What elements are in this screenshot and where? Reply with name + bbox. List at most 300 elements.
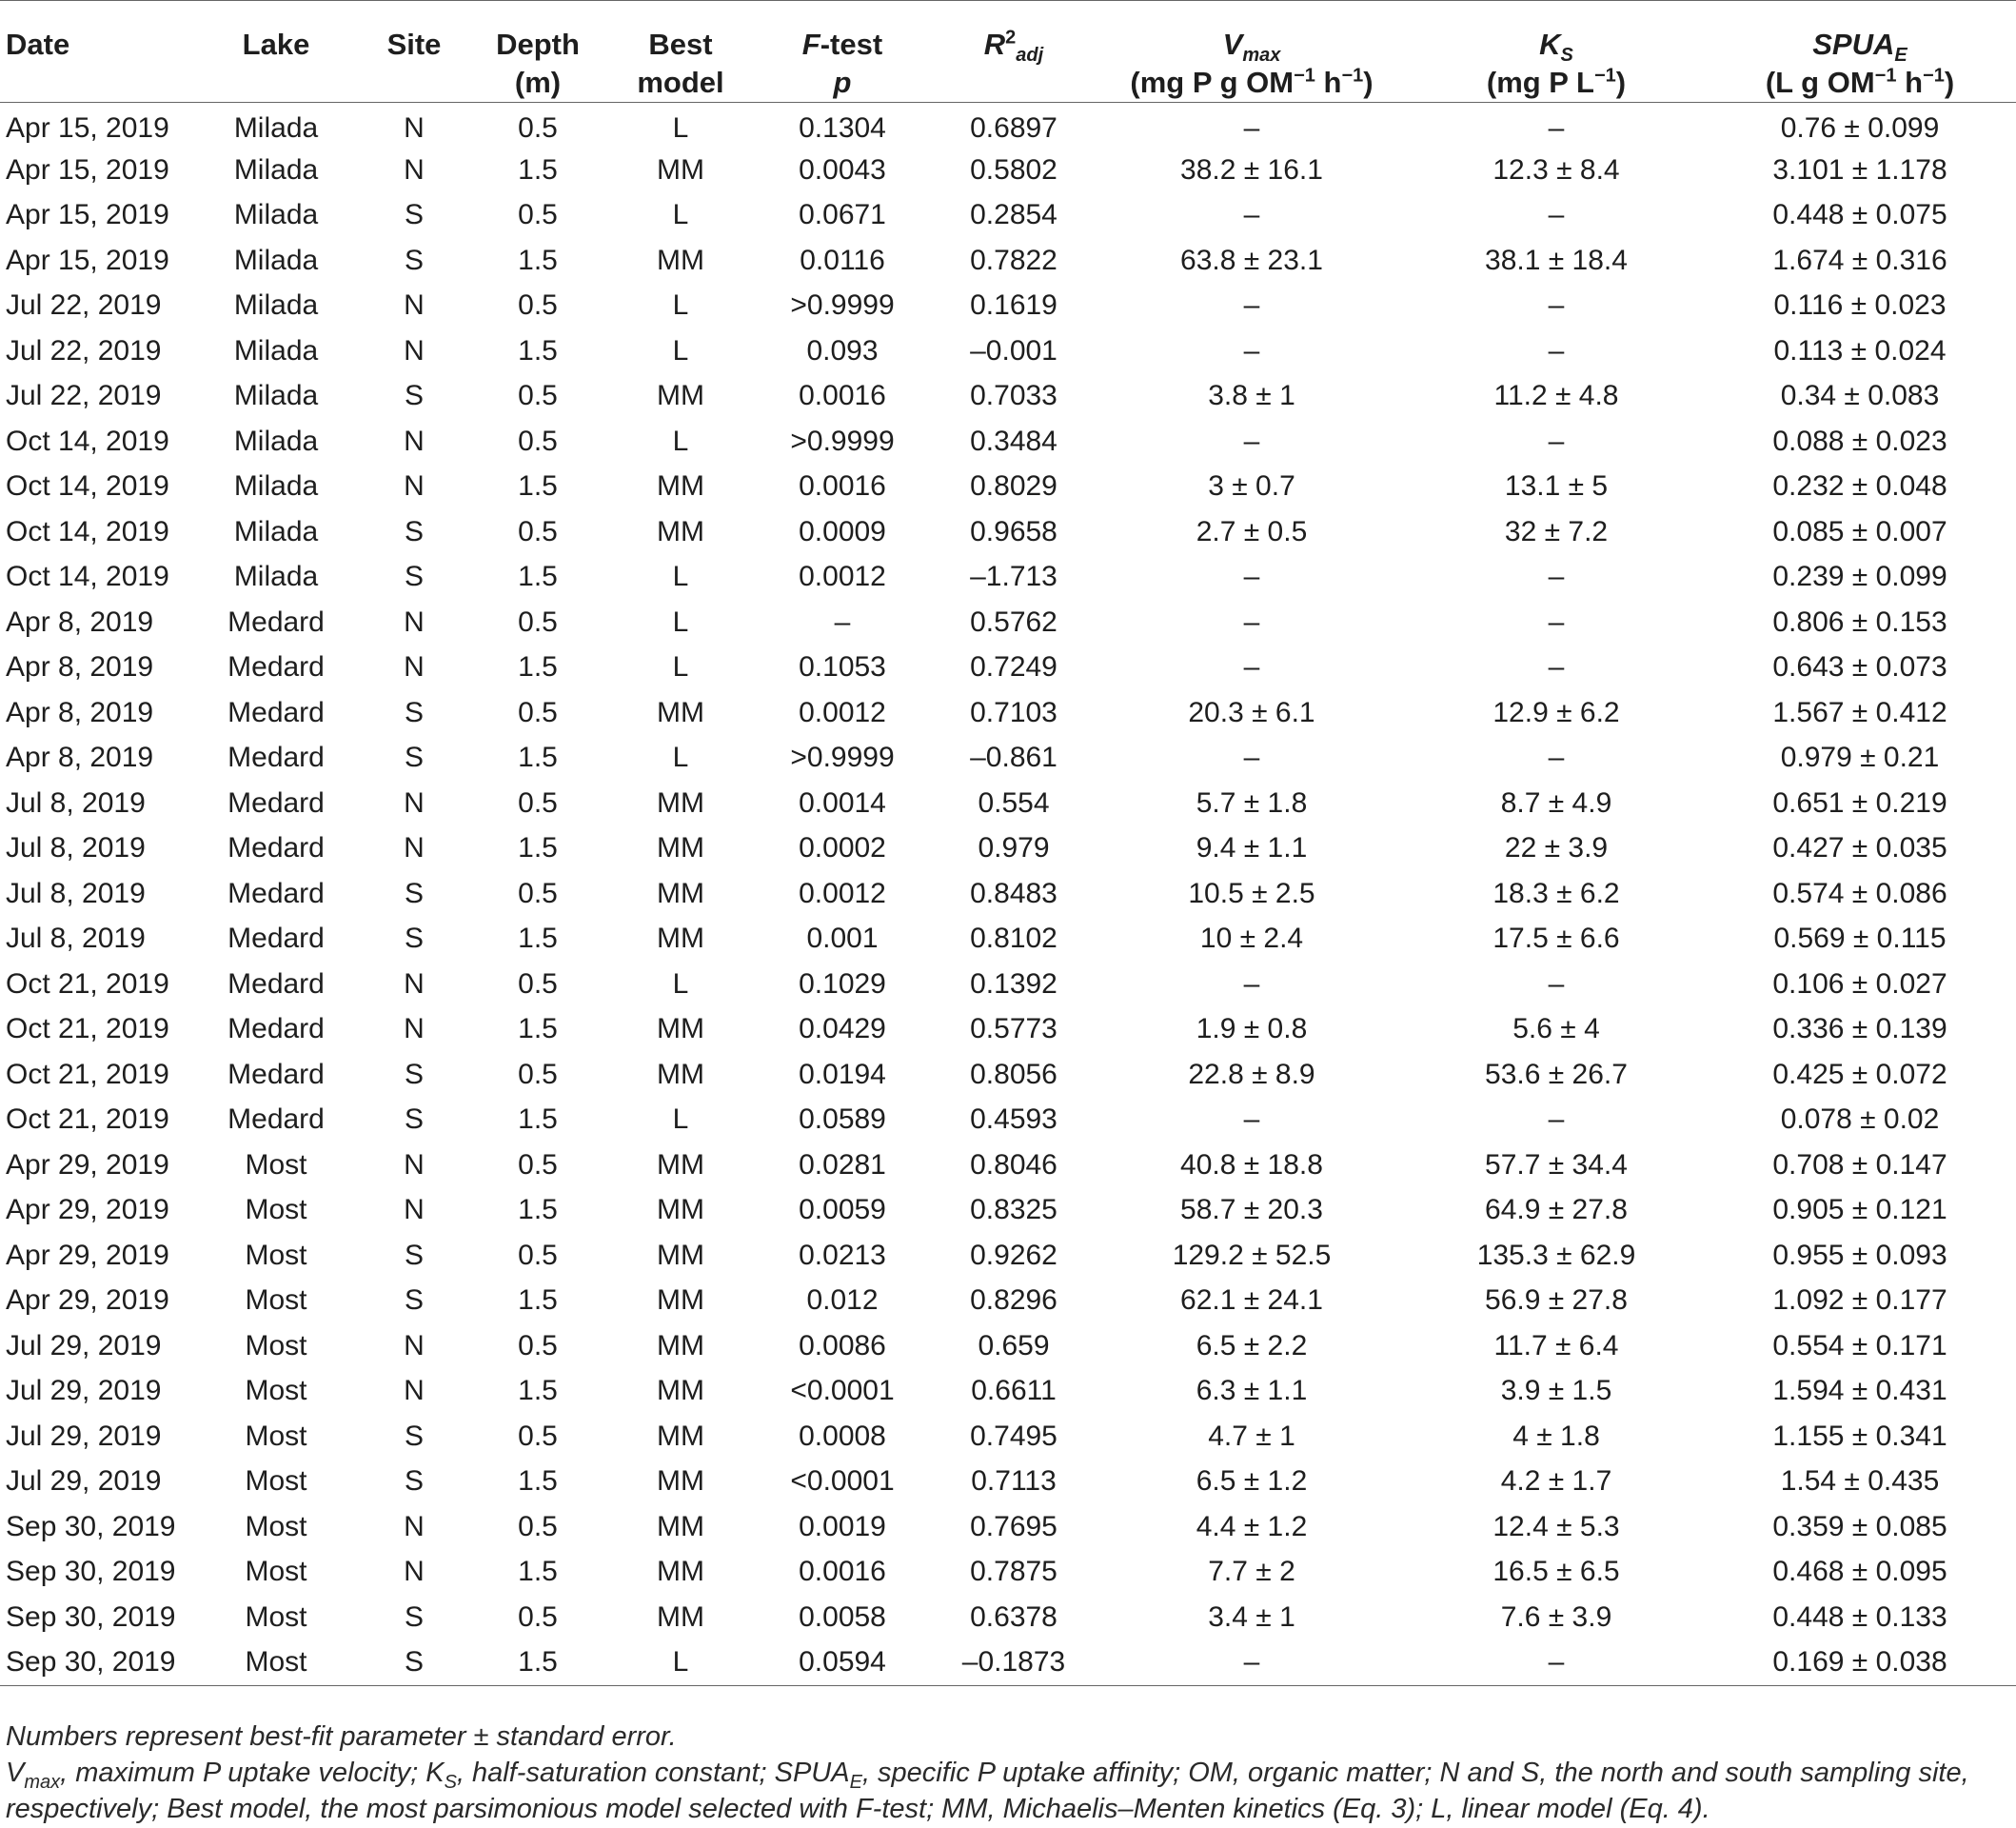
cell-vmax: 5.7 ± 1.8 [1196,786,1308,819]
cell-depth: 0.5 [518,1239,558,1271]
cell-lake: Most [245,1194,307,1226]
cell-site: S [404,696,424,728]
cell-date: Jul 8, 2019 [6,923,146,955]
cell-date: Oct 21, 2019 [6,1013,169,1045]
cell-f-test-p: 0.0016 [799,380,886,412]
cell-f-test-p: 0.0086 [799,1329,886,1361]
cell-r2adj: 0.7875 [970,1556,1057,1588]
cell-spua: 0.554 ± 0.171 [1772,1329,1947,1361]
cell-site: S [404,1420,424,1452]
cell-date: Apr 8, 2019 [6,742,154,774]
table-row [0,1279,2016,1324]
cell-r2adj: 0.6378 [970,1600,1057,1633]
table-row [0,238,2016,284]
table-row [0,465,2016,510]
table-row [0,1640,2016,1686]
cell-ks: 32 ± 7.2 [1504,515,1609,547]
cell-f-test-p: >0.9999 [790,742,895,774]
cell-date: Apr 15, 2019 [6,244,169,276]
cell-site: S [404,1239,424,1271]
cell-f-test-p: 0.0014 [799,786,886,819]
cell-ks: 18.3 ± 6.2 [1492,877,1620,909]
cell-vmax: 129.2 ± 52.5 [1172,1239,1332,1271]
cell-site: S [404,380,424,412]
cell-lake: Most [245,1420,307,1452]
cell-lake: Medard [227,606,325,638]
cell-lake: Medard [227,1013,325,1045]
cell-f-test-p: 0.0429 [799,1013,886,1045]
cell-site: N [404,111,425,144]
cell-ks: 7.6 ± 3.9 [1500,1600,1612,1633]
cell-vmax: – [1243,1103,1260,1136]
cell-depth: 0.5 [518,1329,558,1361]
cell-spua: 1.674 ± 0.316 [1772,244,1947,276]
cell-f-test-p: 0.0008 [799,1420,886,1452]
cell-spua: 0.448 ± 0.075 [1772,199,1947,231]
cell-f-test-p: – [834,606,851,638]
cell-depth: 0.5 [518,1058,558,1090]
cell-vmax: – [1243,742,1260,774]
cell-depth: 0.5 [518,1510,558,1542]
cell-depth: 0.5 [518,1148,558,1181]
cell-depth: 1.5 [518,1284,558,1317]
cell-site: S [404,1646,424,1678]
cell-vmax: 20.3 ± 6.1 [1188,696,1315,728]
cell-site: S [404,1284,424,1317]
table-row [0,781,2016,826]
cell-f-test-p: 0.0012 [799,877,886,909]
cell-ks: 53.6 ± 26.7 [1485,1058,1628,1090]
cell-ks: 16.5 ± 6.5 [1492,1556,1620,1588]
cell-spua: 1.092 ± 0.177 [1772,1284,1947,1317]
cell-depth: 0.5 [518,877,558,909]
header-r2adj: $R^2_{adj}$ [983,27,1044,67]
table-row [0,328,2016,374]
table-row [0,193,2016,239]
cell-lake: Most [245,1600,307,1633]
cell-r2adj: 0.9658 [970,515,1057,547]
cell-site: N [404,153,425,186]
cell-site: N [404,1148,425,1181]
cell-site: N [404,786,425,819]
cell-depth: 1.5 [518,1465,558,1498]
cell-r2adj: 0.2854 [970,199,1057,231]
cell-depth: 0.5 [518,199,558,231]
cell-r2adj: 0.6611 [971,1375,1057,1407]
table-row [0,1052,2016,1098]
table-row [0,690,2016,736]
cell-r2adj: 0.5773 [970,1013,1057,1045]
cell-ks: 11.2 ± 4.8 [1493,380,1619,412]
cell-depth: 1.5 [518,153,558,186]
footnote-abbreviations: $V_{max}$, maximum P uptake velocity; $K_S$, half-saturation constant; $SPUA_E$, specific P uptake affinity; OM, organic matter; N and S, the north and south sampling site, respectively; Best model, the most parsimonious model selected with F-test; MM, Michaelis–Menten kinetics (Eq. 3); L, linear model (Eq. 4). [6,1758,1969,1824]
cell-date: Jul 8, 2019 [6,786,146,819]
cell-spua: 0.359 ± 0.085 [1772,1510,1947,1542]
cell-depth: 1.5 [518,1103,558,1136]
cell-vmax: – [1243,967,1260,1000]
cell-lake: Milada [233,199,319,231]
cell-best-model: MM [657,1420,704,1452]
cell-r2adj: 0.4593 [970,1103,1057,1136]
cell-f-test-p: 0.0019 [799,1510,886,1542]
table-row [0,1414,2016,1460]
table-row [0,646,2016,691]
cell-f-test-p: <0.0001 [790,1465,895,1498]
cell-vmax: 7.7 ± 2 [1208,1556,1295,1588]
cell-spua: 0.085 ± 0.007 [1772,515,1947,547]
cell-vmax: – [1243,1646,1260,1678]
cell-depth: 1.5 [518,1194,558,1226]
cell-date: Oct 14, 2019 [6,425,169,457]
cell-spua: 0.905 ± 0.121 [1772,1194,1947,1226]
cell-best-model: MM [657,1239,704,1271]
cell-site: N [404,1375,425,1407]
cell-f-test-p: 0.001 [806,923,879,955]
cell-date: Apr 29, 2019 [6,1239,169,1271]
cell-lake: Most [245,1284,307,1317]
cell-ks: 13.1 ± 5 [1504,470,1609,503]
cell-f-test-p: 0.012 [806,1284,879,1317]
cell-vmax: 3.8 ± 1 [1208,380,1295,412]
cell-date: Oct 14, 2019 [6,470,169,503]
cell-depth: 1.5 [518,561,558,593]
cell-spua: 0.088 ± 0.023 [1772,425,1947,457]
cell-depth: 1.5 [518,651,558,684]
cell-spua: 0.34 ± 0.083 [1780,380,1940,412]
cell-site: S [404,1465,424,1498]
cell-r2adj: 0.1392 [970,967,1057,1000]
cell-ks: – [1548,199,1565,231]
cell-vmax: 62.1 ± 24.1 [1180,1284,1323,1317]
cell-vmax: 6.3 ± 1.1 [1196,1375,1308,1407]
cell-lake: Medard [227,742,325,774]
cell-best-model: L [672,1103,689,1136]
cell-ks: 57.7 ± 34.4 [1485,1148,1628,1181]
cell-ks: – [1548,334,1565,367]
cell-lake: Milada [233,244,319,276]
cell-date: Apr 15, 2019 [6,111,169,144]
table-footnotes [6,1719,2005,1827]
cell-f-test-p: 0.1304 [799,111,886,144]
cell-site: N [404,651,425,684]
cell-site: S [404,1058,424,1090]
cell-site: S [404,923,424,955]
cell-best-model: MM [657,786,704,819]
table-row [0,374,2016,420]
cell-spua: 0.169 ± 0.038 [1772,1646,1947,1678]
header-lake: Lake [242,28,310,61]
cell-spua: 0.574 ± 0.086 [1772,877,1947,909]
cell-depth: 1.5 [518,470,558,503]
cell-spua: 0.76 ± 0.099 [1780,111,1940,144]
cell-date: Oct 21, 2019 [6,967,169,1000]
table-row [0,826,2016,872]
cell-r2adj: 0.7695 [970,1510,1057,1542]
cell-spua: 0.468 ± 0.095 [1772,1556,1947,1588]
cell-f-test-p: <0.0001 [790,1375,895,1407]
cell-f-test-p: 0.0589 [799,1103,886,1136]
cell-ks: – [1548,967,1565,1000]
cell-depth: 0.5 [518,786,558,819]
cell-ks: 64.9 ± 27.8 [1485,1194,1628,1226]
header-site: Site [386,28,442,61]
cell-r2adj: –0.861 [970,742,1057,774]
cell-f-test-p: 0.0058 [799,1600,886,1633]
cell-r2adj: 0.5802 [970,153,1057,186]
cell-site: S [404,199,424,231]
cell-ks: – [1548,742,1565,774]
table-row [0,736,2016,782]
cell-spua: 0.232 ± 0.048 [1772,470,1947,503]
cell-spua: 1.54 ± 0.435 [1780,1465,1940,1498]
cell-ks: 17.5 ± 6.6 [1492,923,1620,955]
cell-ks: 38.1 ± 18.4 [1485,244,1628,276]
cell-lake: Most [245,1646,307,1678]
cell-lake: Most [245,1239,307,1271]
header-vmax: $V_{max}$ (mg P g $OM^{-1}$ $h^{-1}$) [1130,28,1374,99]
cell-f-test-p: 0.1053 [799,651,886,684]
cell-f-test-p: 0.1029 [799,967,886,1000]
cell-depth: 0.5 [518,289,558,322]
cell-date: Jul 29, 2019 [6,1329,162,1361]
cell-r2adj: 0.3484 [970,425,1057,457]
table-row [0,1188,2016,1234]
cell-f-test-p: 0.0213 [799,1239,886,1271]
table-row [0,1369,2016,1415]
cell-lake: Milada [233,289,319,322]
table-row [0,148,2016,193]
table-row [0,962,2016,1007]
cell-vmax: – [1243,199,1260,231]
cell-date: Jul 29, 2019 [6,1375,162,1407]
cell-r2adj: 0.8102 [970,923,1057,955]
cell-spua: 0.708 ± 0.147 [1772,1148,1947,1181]
cell-vmax: – [1243,425,1260,457]
cell-ks: 11.7 ± 6.4 [1493,1329,1619,1361]
cell-depth: 0.5 [518,1600,558,1633]
cell-date: Sep 30, 2019 [6,1556,176,1588]
cell-ks: – [1548,111,1565,144]
cell-ks: 5.6 ± 4 [1512,1013,1600,1045]
cell-f-test-p: >0.9999 [790,425,895,457]
cell-date: Jul 22, 2019 [6,380,162,412]
cell-r2adj: 0.8325 [970,1194,1057,1226]
header-ks: $K_S$ (mg P $L^{-1}$) [1486,28,1627,99]
cell-date: Oct 21, 2019 [6,1103,169,1136]
cell-f-test-p: 0.093 [806,334,879,367]
cell-r2adj: 0.7822 [970,244,1057,276]
cell-best-model: L [672,606,689,638]
cell-r2adj: 0.7113 [971,1465,1057,1498]
cell-date: Apr 29, 2019 [6,1284,169,1317]
cell-best-model: L [672,425,689,457]
cell-spua: 0.336 ± 0.139 [1772,1013,1947,1045]
cell-f-test-p: 0.0671 [799,199,886,231]
table-row [0,1323,2016,1369]
cell-spua: 0.106 ± 0.027 [1772,967,1947,1000]
cell-vmax: 63.8 ± 23.1 [1180,244,1323,276]
cell-vmax: – [1243,111,1260,144]
table-row [0,419,2016,465]
cell-r2adj: 0.8296 [970,1284,1057,1317]
cell-best-model: MM [657,1556,704,1588]
cell-depth: 1.5 [518,1646,558,1678]
cell-ks: – [1548,1103,1565,1136]
cell-best-model: MM [657,380,704,412]
cell-date: Sep 30, 2019 [6,1646,176,1678]
cell-ks: – [1548,651,1565,684]
table-row [0,1142,2016,1188]
cell-f-test-p: 0.0116 [800,244,885,276]
cell-best-model: MM [657,1600,704,1633]
cell-spua: 3.101 ± 1.178 [1772,153,1947,186]
cell-spua: 0.651 ± 0.219 [1772,786,1947,819]
table-row [0,1595,2016,1640]
cell-vmax: 6.5 ± 2.2 [1196,1329,1308,1361]
cell-r2adj: 0.659 [978,1329,1050,1361]
cell-best-model: MM [657,923,704,955]
cell-site: N [404,1329,425,1361]
cell-site: S [404,1600,424,1633]
cell-spua: 0.569 ± 0.115 [1773,923,1947,955]
cell-depth: 1.5 [518,1013,558,1045]
cell-f-test-p: 0.0012 [799,561,886,593]
cell-f-test-p: 0.0194 [799,1058,886,1090]
cell-best-model: MM [657,832,704,864]
cell-lake: Milada [233,425,319,457]
cell-lake: Most [245,1465,307,1498]
cell-lake: Milada [233,380,319,412]
cell-best-model: MM [657,696,704,728]
cell-date: Jul 8, 2019 [6,832,146,864]
cell-site: S [404,561,424,593]
cell-best-model: MM [657,1510,704,1542]
cell-vmax: 4.4 ± 1.2 [1196,1510,1308,1542]
cell-spua: 0.643 ± 0.073 [1772,651,1947,684]
table-body [0,103,2016,1686]
cell-date: Sep 30, 2019 [6,1510,176,1542]
cell-date: Oct 14, 2019 [6,515,169,547]
cell-depth: 0.5 [518,967,558,1000]
cell-date: Apr 15, 2019 [6,199,169,231]
cell-depth: 1.5 [518,244,558,276]
cell-best-model: L [672,334,689,367]
cell-vmax: 4.7 ± 1 [1208,1420,1295,1452]
cell-date: Apr 8, 2019 [6,606,154,638]
table-row [0,509,2016,555]
cell-best-model: MM [657,1013,704,1045]
cell-date: Jul 8, 2019 [6,877,146,909]
cell-r2adj: 0.7495 [970,1420,1057,1452]
cell-spua: 0.113 ± 0.024 [1773,334,1947,367]
table-row [0,1504,2016,1550]
cell-depth: 1.5 [518,923,558,955]
cell-ks: 12.4 ± 5.3 [1492,1510,1620,1542]
cell-depth: 1.5 [518,334,558,367]
cell-date: Apr 15, 2019 [6,153,169,186]
cell-best-model: L [672,561,689,593]
cell-r2adj: 0.9262 [970,1239,1057,1271]
cell-best-model: L [672,111,689,144]
cell-best-model: L [672,1646,689,1678]
cell-best-model: MM [657,153,704,186]
cell-lake: Milada [233,470,319,503]
cell-date: Oct 21, 2019 [6,1058,169,1090]
cell-vmax: – [1243,561,1260,593]
cell-site: N [404,289,425,322]
cell-f-test-p: 0.0016 [799,1556,886,1588]
cell-ks: 22 ± 3.9 [1504,832,1609,864]
cell-best-model: MM [657,244,704,276]
cell-vmax: – [1243,334,1260,367]
cell-r2adj: –0.001 [970,334,1057,367]
cell-date: Jul 29, 2019 [6,1465,162,1498]
cell-f-test-p: 0.0012 [799,696,886,728]
cell-vmax: 9.4 ± 1.1 [1196,832,1308,864]
cell-spua: 1.567 ± 0.412 [1772,696,1947,728]
cell-best-model: MM [657,515,704,547]
cell-best-model: L [672,289,689,322]
cell-r2adj: 0.5762 [970,606,1057,638]
cell-spua: 0.427 ± 0.035 [1772,832,1947,864]
cell-date: Jul 22, 2019 [6,289,162,322]
table-row [0,284,2016,329]
cell-ks: 3.9 ± 1.5 [1500,1375,1612,1407]
cell-vmax: 3 ± 0.7 [1208,470,1295,503]
cell-site: N [404,1194,425,1226]
cell-lake: Medard [227,786,325,819]
table-header [0,1,2016,103]
cell-date: Jul 29, 2019 [6,1420,162,1452]
cell-vmax: 1.9 ± 0.8 [1196,1013,1308,1045]
cell-f-test-p: 0.0009 [799,515,886,547]
cell-site: N [404,425,425,457]
cell-vmax: – [1243,651,1260,684]
cell-f-test-p: 0.0043 [799,153,886,186]
cell-lake: Medard [227,1058,325,1090]
cell-f-test-p: 0.0594 [799,1646,886,1678]
cell-lake: Milada [233,153,319,186]
cell-f-test-p: >0.9999 [790,289,895,322]
cell-site: N [404,334,425,367]
footnote-line-1: Numbers represent best-fit parameter ± standard error. [6,1721,677,1752]
cell-f-test-p: 0.0016 [799,470,886,503]
cell-vmax: 2.7 ± 0.5 [1196,515,1308,547]
cell-best-model: MM [657,1058,704,1090]
cell-best-model: L [672,199,689,231]
table-row [0,1550,2016,1596]
cell-r2adj: 0.979 [978,832,1050,864]
cell-date: Apr 29, 2019 [6,1194,169,1226]
cell-site: S [404,742,424,774]
cell-depth: 1.5 [518,1556,558,1588]
cell-site: S [404,1103,424,1136]
cell-best-model: MM [657,1148,704,1181]
cell-depth: 0.5 [518,1420,558,1452]
cell-vmax: 22.8 ± 8.9 [1188,1058,1315,1090]
cell-date: Oct 14, 2019 [6,561,169,593]
cell-lake: Most [245,1556,307,1588]
cell-depth: 0.5 [518,111,558,144]
cell-date: Jul 22, 2019 [6,334,162,367]
cell-r2adj: –0.1873 [961,1646,1066,1678]
cell-best-model: L [672,967,689,1000]
cell-lake: Medard [227,877,325,909]
cell-lake: Milada [233,561,319,593]
table-row [0,103,2016,149]
cell-best-model: MM [657,1375,704,1407]
cell-lake: Most [245,1510,307,1542]
